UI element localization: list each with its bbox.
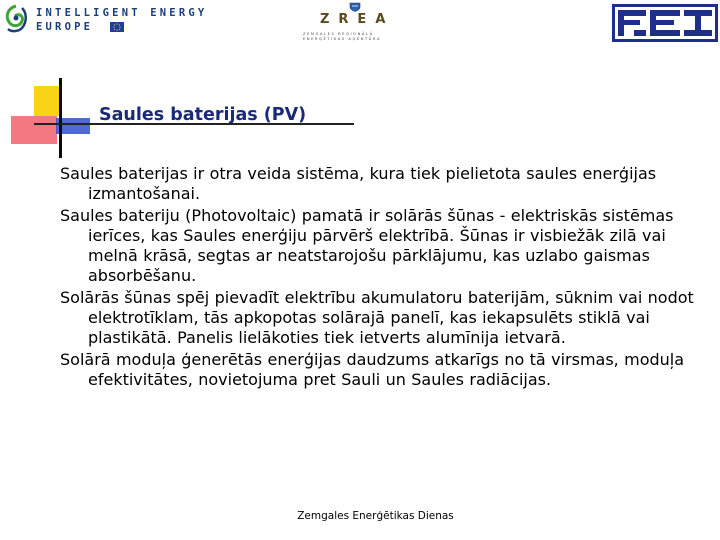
zrea-logo-text: ZREA — [320, 12, 395, 27]
fei-logo-icon — [612, 4, 718, 42]
iee-logo-line2: EUROPE — [36, 21, 94, 33]
zrea-crest-icon — [349, 2, 361, 12]
zrea-logo-subtitle — [303, 32, 381, 42]
slide-body — [60, 164, 700, 392]
iee-swirl-icon — [2, 4, 30, 34]
decorative-yellow-square — [34, 86, 62, 116]
body-paragraph-1: Saules baterijas ir otra veida sistēma, kura tiek pielietota saules enerģijas izmantošanai. — [60, 164, 657, 203]
slide-footer: Zemgales Enerģētikas Dienas — [297, 510, 454, 522]
intelligent-energy-europe-logo — [2, 4, 208, 34]
decorative-vertical-line — [59, 78, 62, 158]
body-paragraph-3: Solārās šūnas spēj pievadīt elektrību akumulatoru baterijām, sūknim vai nodot elektrotīklam, tās apkopotas solārajā panelī, kas iekapsulēts stiklā vai plastikātā. Panelis lielākoties tiek ietverts alumīnija ietvarā. — [60, 288, 694, 347]
zrea-logo — [300, 2, 412, 46]
zrea-logo-subtitle-1: ZEMGALES REĢIONĀLĀ — [303, 32, 374, 36]
decorative-red-square — [11, 116, 57, 144]
body-paragraph-2: Saules bateriju (Photovoltaic) pamatā ir solārās šūnas - elektriskās sistēmas ierīces, kas Saules enerģiju pārvērš elektrībā. Šūnas ir visbiežāk zilā vai melnā krāsā, segtas ar neatstarojošu pārklājumu, kas uzlabo gaismas absorbēšanu. — [60, 206, 674, 285]
body-paragraph-4: Solārā moduļa ģenerētās enerģijas daudzums atkarīgs no tā virsmas, moduļa efektivitātes, novietojuma pret Sauli un Saules radiācijas. — [60, 350, 685, 389]
zrea-logo-subtitle-2: ENERĢĒTIKAS AĢENTŪRA — [303, 37, 382, 41]
eu-flag-icon — [110, 22, 124, 32]
slide-title: Saules baterijas (PV) — [99, 105, 307, 125]
iee-logo-line1: INTELLIGENT ENERGY — [36, 7, 208, 19]
